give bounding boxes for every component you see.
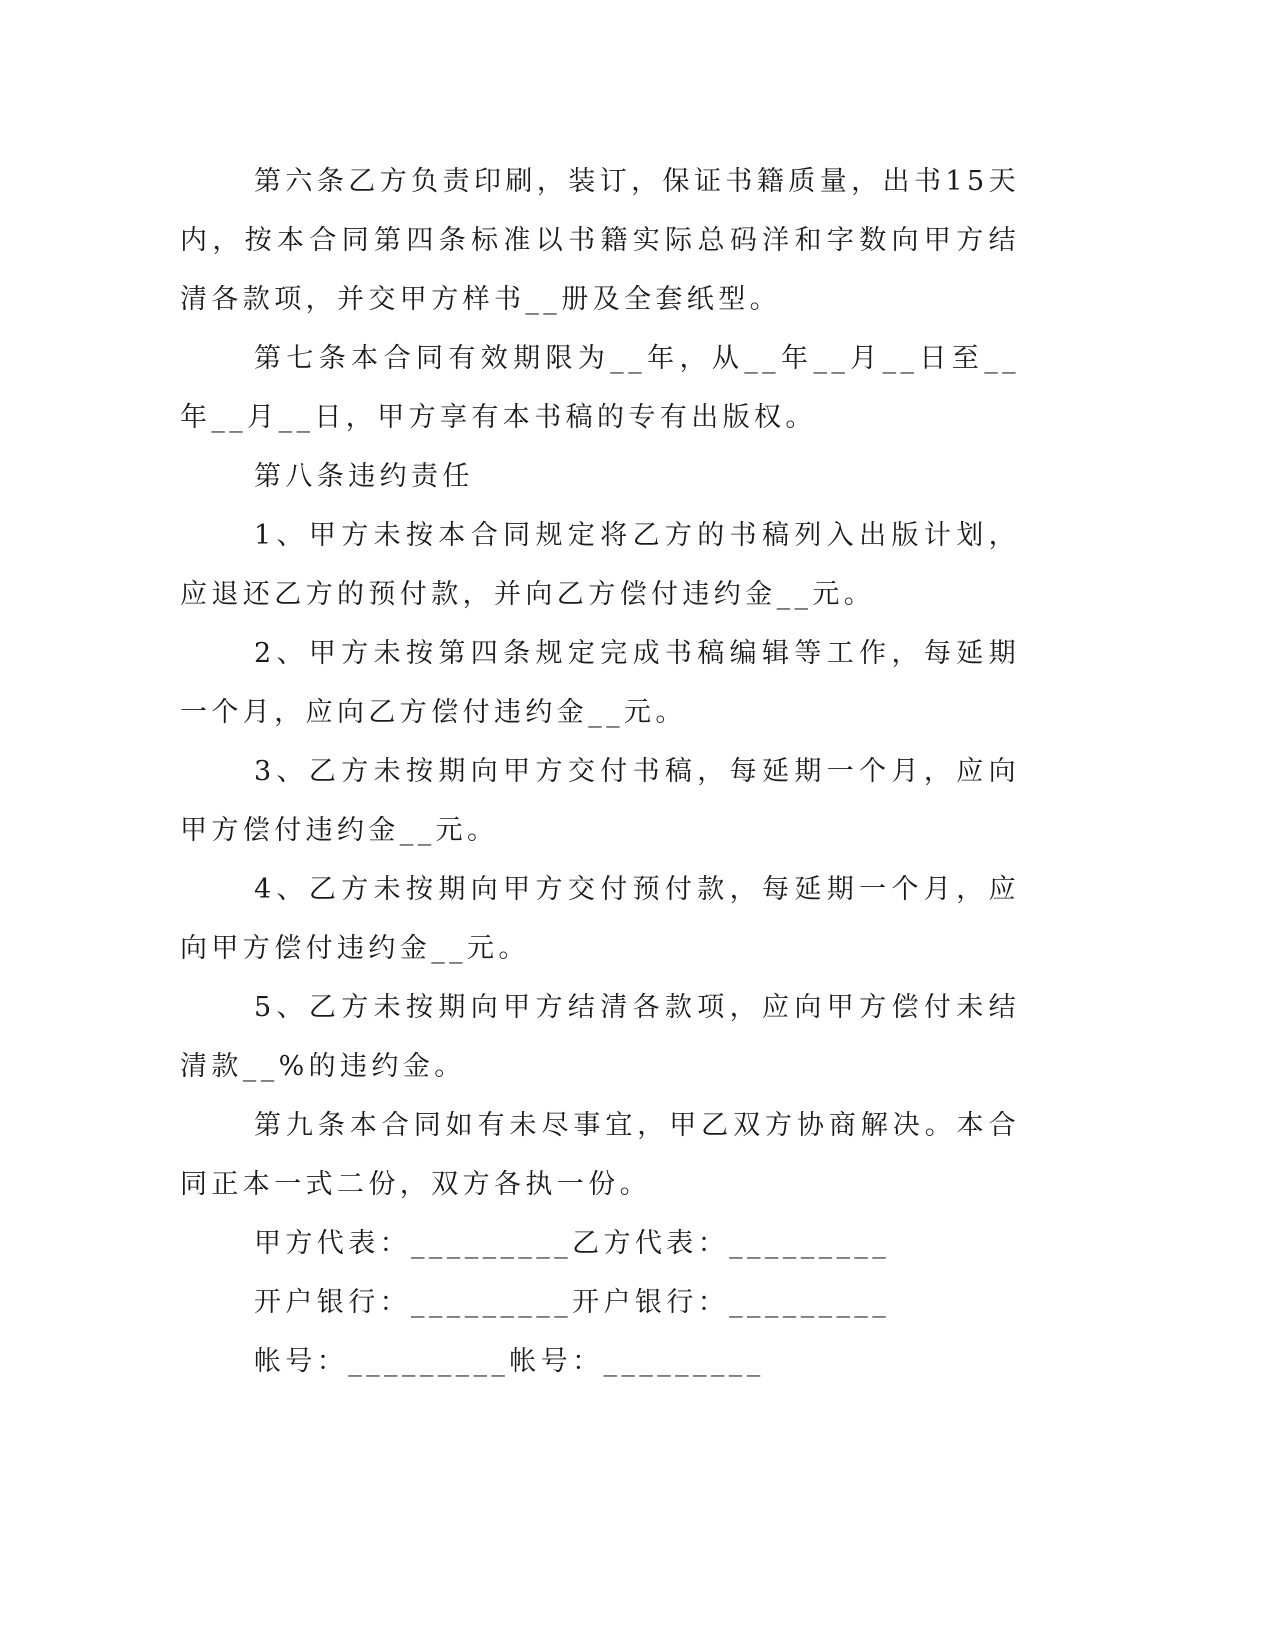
- clause-nine: 第九条本合同如有未尽事宜，甲乙双方协商解决。本合同正本一式二份，双方各执一份。: [180, 1110, 1020, 1200]
- breach-item-2: 2、甲方未按第四条规定完成书稿编辑等工作，每延期一个月，应向乙方偿付违约金__元。: [180, 638, 1020, 728]
- signature-representative-line: 甲方代表：_________乙方代表：_________: [254, 1228, 891, 1259]
- clause-six: 第六条乙方负责印刷，装订，保证书籍质量，出书15天内，按本合同第四条标准以书籍实际总码洋和字数向甲方结清各款项，并交甲方样书__册及全套纸型。: [180, 166, 1020, 315]
- breach-item-1: 1、甲方未按本合同规定将乙方的书稿列入出版计划，应退还乙方的预付款，并向乙方偿付违约金__元。: [180, 520, 1020, 610]
- breach-item-5: 5、乙方未按期向甲方结清各款项，应向甲方偿付未结清款__%的违约金。: [180, 992, 1020, 1082]
- signature-bank-line: 开户银行：_________开户银行：_________: [254, 1287, 891, 1318]
- clause-seven: 第七条本合同有效期限为__年，从__年__月__日至__年__月__日，甲方享有本书稿的专有出版权。: [180, 343, 1020, 433]
- signature-account-line: 帐号：_________帐号：_________: [254, 1346, 765, 1377]
- breach-item-4: 4、乙方未按期向甲方交付预付款，每延期一个月，应向甲方偿付违约金__元。: [180, 874, 1020, 964]
- breach-item-3: 3、乙方未按期向甲方交付书稿，每延期一个月，应向甲方偿付违约金__元。: [180, 756, 1020, 846]
- document-body: [180, 152, 1020, 1391]
- clause-eight-heading: 第八条违约责任: [254, 461, 474, 492]
